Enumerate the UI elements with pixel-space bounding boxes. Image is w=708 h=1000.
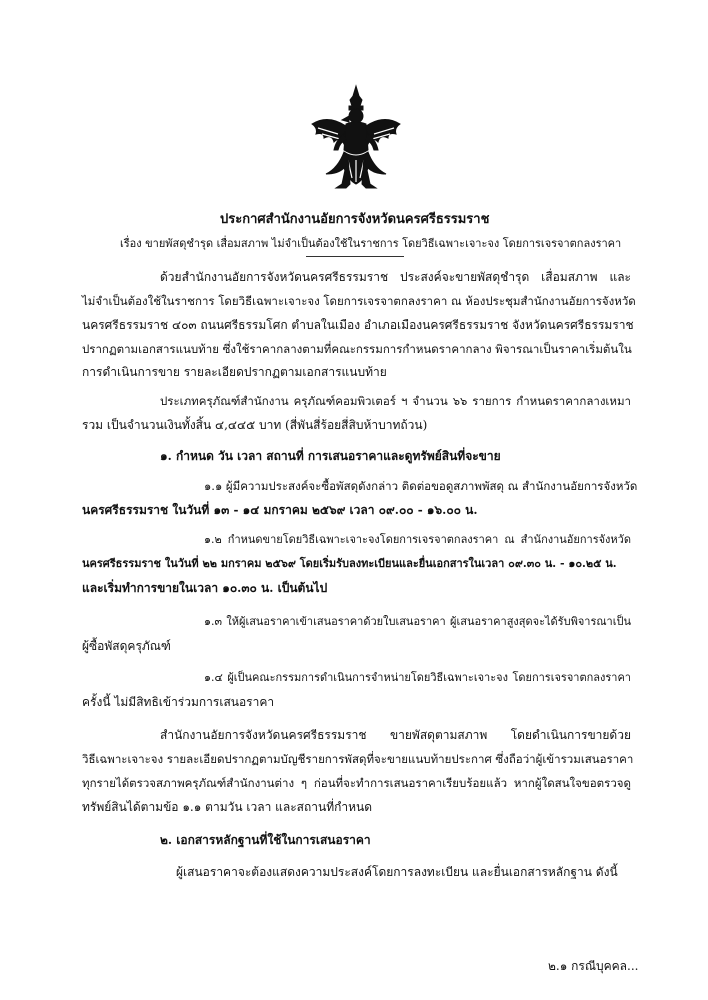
clause-1-1: ๑.๑ ผู้มีความประสงค์จะซื้อพัสดุดังกล่าว ติดต่อขอดูสภาพพัสดุ ณ สำนักงานอัยการจังหวัด [204,479,638,493]
section-1-heading: ๑. กำหนด วัน เวลา สถานที่ การเสนอราคาและดูทรัพย์สินที่จะขาย [160,449,501,463]
title-divider [306,256,404,257]
continuation-marker: ๒.๑ กรณีบุคคล... [548,959,639,973]
announcement-title: ประกาศสำนักงานอัยการจังหวัดนครศรีธรรมราช [220,212,490,227]
intro-line: การดำเนินการขาย รายละเอียดปรากฏตามเอกสารแนบท้าย [82,365,387,379]
clause-1-4: ๑.๔ ผู้เป็นคณะกรรมการดำเนินการจำหน่ายโดยวิธีเฉพาะเจาะจง โดยการเจรจาตกลงราคา [204,671,631,684]
office-note-line: วิธีเฉพาะเจาะจง รายละเอียดปรากฏตามบัญชีรายการพัสดุที่จะขายแนบท้ายประกาศ ซึ่งถือว่าผู้เข้ารวมเสนอราคา [82,752,634,766]
items-total: รวม เป็นจำนวนเงินทั้งสิ้น ๔,๔๔๕ บาท (สี่พันสี่ร้อยสี่สิบห้าบาทถ้วน) [82,418,428,432]
clause-1-3-cont: ผู้ซื้อพัสดุครุภัณฑ์ [82,639,171,653]
intro-line: นครศรีธรรมราช ๔๐๓ ถนนศรีธรรมโศก ตำบลในเมือง อำเภอเมืองนครศรีธรรมราช จังหวัดนครศรีธรรมราช [82,318,634,332]
clause-1-1-date: นครศรีธรรมราช ในวันที่ ๑๓ - ๑๔ มกราคม ๒๕๖๙ เวลา ๐๙.๐๐ - ๑๖.๐๐ น. [82,503,478,517]
office-note-line: สำนักงานอัยการจังหวัดนครศรีธรรมราช ขายพัสดุตามสภาพ โดยดำเนินการขายด้วย [160,728,631,742]
clause-1-2: ๑.๒ กำหนดขายโดยวิธีเฉพาะเจาะจงโดยการเจรจาตกลงราคา ณ สำนักงานอัยการจังหวัด [204,533,631,546]
clause-1-2-start: และเริ่มทำการขายในเวลา ๑๐.๓๐ น. เป็นต้นไป [82,581,328,595]
intro-line: ไม่จำเป็นต้องใช้ในราชการ โดยวิธีเฉพาะเจาะจง โดยการเจรจาตกลงราคา ณ ห้องประชุมสำนักงานอัยการจังหวัด [82,294,636,308]
clause-1-4-cont: ครั้งนี้ ไม่มีสิทธิเข้าร่วมการเสนอราคา [82,695,275,709]
intro-line: ปรากฏตามเอกสารแนบท้าย ซึ่งใช้ราคากลางตามที่คณะกรรมการกำหนดราคากลาง พิจารณาเป็นราคาเริ่มต้นใน [82,342,632,356]
section-2-intro: ผู้เสนอราคาจะต้องแสดงความประสงค์โดยการลงทะเบียน และยื่นเอกสารหลักฐาน ดังนี้ [176,865,618,879]
intro-line: ด้วยสำนักงานอัยการจังหวัดนครศรีธรรมราช ประสงค์จะขายพัสดุชำรุด เสื่อมสภาพ และ [160,270,631,284]
office-note-line: ทรัพย์สินได้ตามข้อ ๑.๑ ตามวัน เวลา และสถานที่กำหนด [82,800,373,814]
clause-1-2-date: นครศรีธรรมราช ในวันที่ ๒๒ มกราคม ๒๕๖๙ โดยเริ่มรับลงทะเบียนและยื่นเอกสารในเวลา ๐๙.๓๐ น. - ๑๐.๒๕ น. [82,557,617,570]
announcement-subject: เรื่อง ขายพัสดุชำรุด เสื่อมสภาพ ไม่จำเป็นต้องใช้ในราชการ โดยวิธีเฉพาะเจาะจง โดยการเจรจาตกลงราคา [120,237,622,250]
section-2-heading: ๒. เอกสารหลักฐานที่ใช้ในการเสนอราคา [160,833,371,847]
garuda-emblem-icon [308,84,404,194]
office-note-line: ทุกรายได้ตรวจสภาพครุภัณฑ์สำนักงานต่าง ๆ ก่อนที่จะทำการเสนอราคาเรียบร้อยแล้ว หากผู้ใดสนใจขอตรวจดู [82,776,631,790]
clause-1-3: ๑.๓ ให้ผู้เสนอราคาเข้าเสนอราคาด้วยใบเสนอราคา ผู้เสนอราคาสูงสุดจะได้รับพิจารณาเป็น [204,615,631,628]
items-line: ประเภทครุภัณฑ์สำนักงาน ครุภัณฑ์คอมพิวเตอร์ ฯ จำนวน ๖๖ รายการ กำหนดราคากลางเหมา [160,394,631,408]
